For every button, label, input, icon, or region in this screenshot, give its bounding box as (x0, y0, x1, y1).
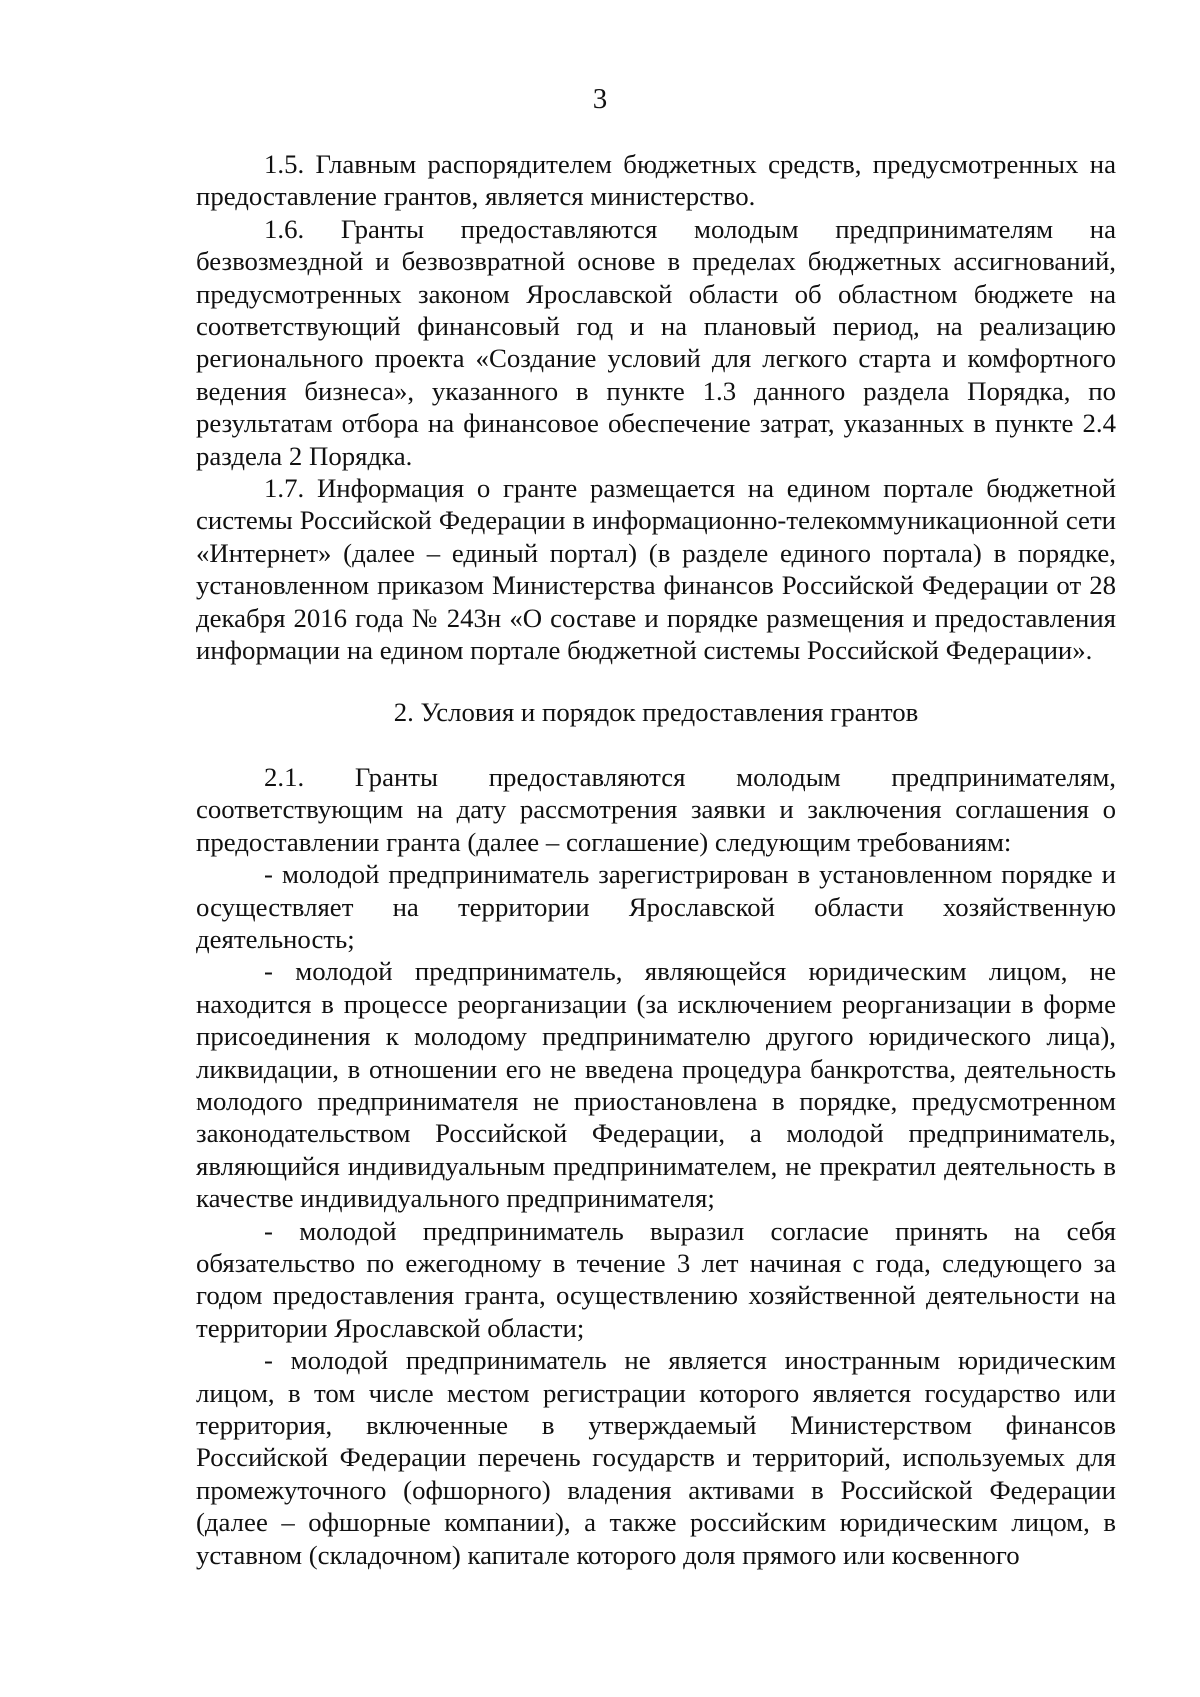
requirement-item-registration: - молодой предприниматель зарегистрирован в установленном порядке и осуществляет на территории Ярославской области хозяйственную деятельность; (196, 859, 1116, 954)
paragraph-2-1: 2.1. Гранты предоставляются молодым предпринимателям, соответствующим на дату рассмотрения заявки и заключения соглашения о предоставлении гранта (далее – соглашение) следующим требованиям: (196, 761, 1116, 857)
paragraph-1-7: 1.7. Информация о гранте размещается на едином портале бюджетной системы Российской Федерации в информационно-телекоммуникационной сети «Интернет» (далее – единый портал) (в разделе единого портала) в порядке, установленном приказом Министерства финансов Российской Федерации от 28 декабря 2016 года № 243н «О составе и порядке размещения и предоставления информации на едином портале бюджетной системы Российской Федерации». (196, 473, 1116, 666)
document-body (196, 148, 1116, 1571)
paragraph-1-5: 1.5. Главным распорядителем бюджетных средств, предусмотренных на предоставление грантов, является министерство. (196, 149, 1116, 212)
page-number: 3 (592, 83, 608, 115)
section-2-heading: 2. Условия и порядок предоставления грантов (393, 696, 919, 727)
requirement-item-not-foreign: - молодой предприниматель не является иностранным юридическим лицом, в том числе местом регистрации которого является государство или территория, включенные в утверждаемый Министерством финансов Российской Федерации перечень государств и территорий, используемых для промежуточного (офшорного) владения активами в Российской Федерации (далее – офшорные компании), а также российским юридическим лицом, в уставном (складочном) капитале которого доля прямого или косвенного (196, 1345, 1116, 1570)
requirement-item-obligation: - молодой предприниматель выразил согласие принять на себя обязательство по ежегодному в течение 3 лет начиная с года, следующего за годом предоставления гранта, осуществлению хозяйственной деятельности на территории Ярославской области; (196, 1215, 1116, 1343)
requirement-item-no-reorganization: - молодой предприниматель, являющейся юридическим лицом, не находится в процессе реорганизации (за исключением реорганизации в форме присоединения к молодому предпринимателю другого юридического лица), ликвидации, в отношении его не введена процедура банкротства, деятельность молодого предпринимателя не приостановлена в порядке, предусмотренном законодательством Российской Федерации, а молодой предприниматель, являющийся индивидуальным предпринимателем, не прекратил деятельность в качестве индивидуального предпринимателя; (196, 956, 1116, 1214)
paragraph-1-6: 1.6. Гранты предоставляются молодым предпринимателям на безвозмездной и безвозвратной основе в пределах бюджетных ассигнований, предусмотренных законом Ярославской области об областном бюджете на соответствующий финансовый год и на плановый период, на реализацию регионального проекта «Создание условий для легкого старта и комфортного ведения бизнеса», указанного в пункте 1.3 данного раздела Порядка, по результатам отбора на финансовое обеспечение затрат, указанных в пункте 2.4 раздела 2 Порядка. (196, 213, 1116, 471)
